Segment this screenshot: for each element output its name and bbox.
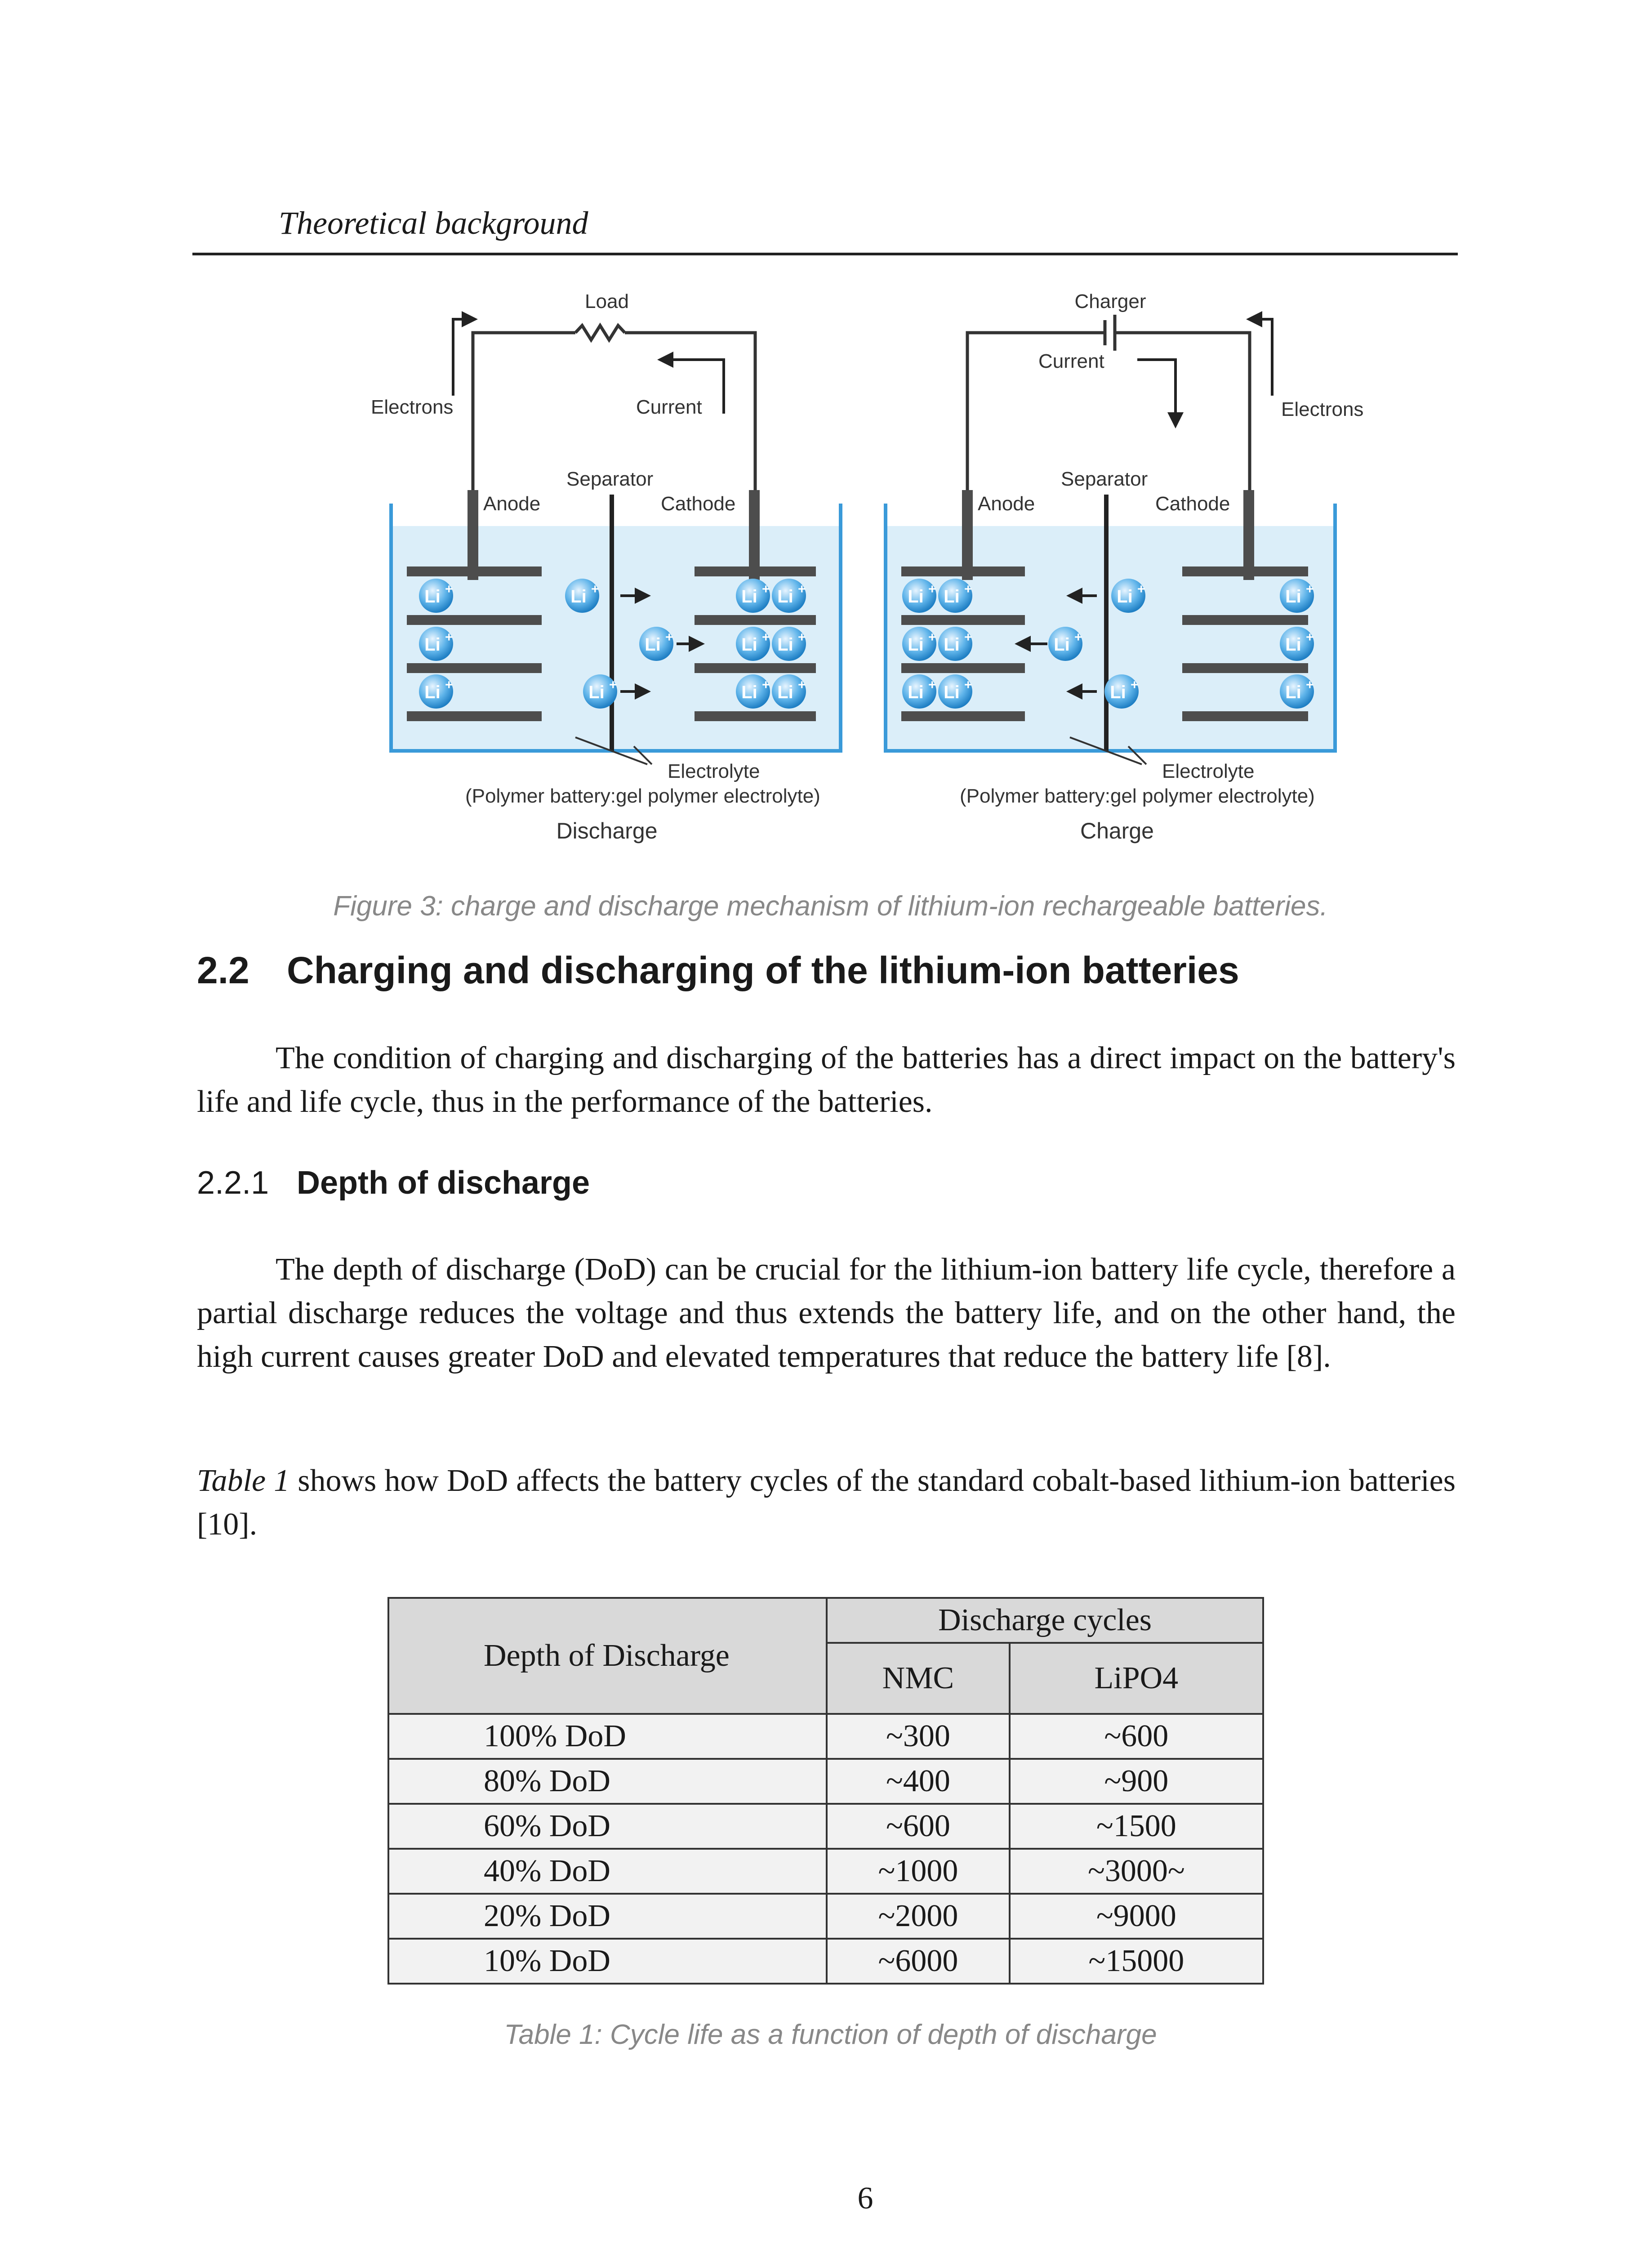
li-ion-icon	[736, 674, 770, 709]
table-cell: 20% DoD	[388, 1894, 827, 1939]
charge-cathode-label: Cathode	[1155, 493, 1230, 515]
li-ion-icon	[1048, 627, 1082, 661]
table-row	[388, 1714, 1263, 1759]
li-ion-icon	[1104, 674, 1139, 709]
svg-text:+: +	[964, 630, 972, 645]
li-ion-icon	[565, 579, 599, 613]
li-ion-icon	[583, 674, 617, 709]
table-row	[388, 1849, 1263, 1894]
page-number: 6	[857, 2181, 873, 2216]
li-ion-icon	[938, 674, 972, 709]
load-resistor-icon	[575, 326, 625, 340]
li-ion-icon	[1280, 627, 1314, 661]
charge-electrolyte-label: Electrolyte	[1162, 760, 1255, 782]
li-ion-icon	[902, 579, 936, 613]
table-cell: 60% DoD	[388, 1804, 827, 1849]
svg-text:Li: Li	[777, 587, 793, 607]
table-reference-link: Table 1	[197, 1463, 290, 1498]
table-row	[388, 1894, 1263, 1939]
discharge-electrons-label: Electrons	[371, 396, 454, 418]
current-arrow-icon	[1137, 360, 1176, 420]
section-heading	[197, 949, 1239, 992]
charge-anode-label: Anode	[978, 493, 1035, 515]
svg-text:Li: Li	[424, 587, 441, 607]
svg-text:Li: Li	[908, 635, 924, 655]
charge-separator	[1104, 495, 1109, 751]
table-header-dod: Depth of Discharge	[388, 1598, 827, 1714]
charge-title: Charge	[1080, 818, 1154, 843]
charger-label: Charger	[1074, 290, 1146, 312]
svg-text:Li: Li	[741, 635, 757, 655]
svg-text:Li: Li	[1054, 635, 1070, 655]
li-ion-icon	[772, 579, 806, 613]
svg-text:Li: Li	[741, 587, 757, 607]
electrons-arrow-icon	[1254, 319, 1272, 396]
table-cell: ~1000	[827, 1849, 1010, 1894]
svg-text:Li: Li	[777, 635, 793, 655]
table-cell: ~9000	[1010, 1894, 1263, 1939]
discharge-separator	[610, 495, 614, 751]
discharge-separator-label: Separator	[566, 468, 654, 490]
li-ion-icon	[419, 627, 453, 661]
table-cell: ~900	[1010, 1759, 1263, 1804]
section-title: Charging and discharging of the lithium-ion batteries	[287, 949, 1239, 991]
table-row	[388, 1759, 1263, 1804]
li-ion-icon	[902, 627, 936, 661]
discharge-title: Discharge	[556, 818, 658, 843]
table-cell: ~2000	[827, 1894, 1010, 1939]
svg-text:+: +	[798, 582, 806, 597]
figure-caption: Figure 3: charge and discharge mechanism of lithium-ion rechargeable batteries.	[333, 891, 1328, 922]
svg-text:Li: Li	[424, 635, 441, 655]
svg-text:Li: Li	[944, 635, 960, 655]
li-ion-icon	[772, 627, 806, 661]
li-ion-icon	[1111, 579, 1145, 613]
svg-text:+: +	[445, 630, 453, 645]
svg-text:Li: Li	[645, 635, 661, 655]
charge-cell	[886, 290, 1363, 843]
discharge-electrolyte-note: (Polymer battery:gel polymer electrolyte)	[465, 785, 820, 807]
svg-text:+: +	[665, 630, 673, 645]
svg-text:Li: Li	[1285, 587, 1301, 607]
svg-text:+: +	[762, 678, 770, 692]
electrons-arrow-icon	[453, 319, 470, 396]
svg-text:+: +	[609, 678, 617, 692]
svg-text:+: +	[798, 630, 806, 645]
section-intro-paragraph: The condition of charging and discharging of the batteries has a direct impact on the battery's life and life cycle, thus in the performance of the batteries.	[197, 1041, 1456, 1119]
table-cell: ~6000	[827, 1939, 1010, 1984]
svg-text:+: +	[1306, 582, 1314, 597]
li-ion-icon	[1280, 579, 1314, 613]
svg-text:+: +	[1306, 678, 1314, 692]
svg-text:Li: Li	[944, 587, 960, 607]
svg-text:+: +	[762, 630, 770, 645]
section-number: 2.2	[197, 949, 249, 991]
svg-text:Li: Li	[741, 682, 757, 702]
table-cell: ~3000~	[1010, 1849, 1263, 1894]
discharge-current-label: Current	[636, 396, 702, 418]
svg-text:+: +	[928, 582, 936, 597]
svg-text:+: +	[591, 582, 599, 597]
discharge-electrolyte-label: Electrolyte	[668, 760, 760, 782]
svg-text:Li: Li	[1110, 682, 1126, 702]
svg-text:+: +	[762, 582, 770, 597]
discharge-cell	[371, 290, 841, 843]
li-ion-icon	[1280, 674, 1314, 709]
charge-electrons-label: Electrons	[1281, 398, 1364, 420]
charge-electrolyte-note: (Polymer battery:gel polymer electrolyte)	[960, 785, 1315, 807]
svg-text:Li: Li	[944, 682, 960, 702]
table-header-discharge-cycles: Discharge cycles	[827, 1598, 1263, 1643]
table-row	[388, 1804, 1263, 1849]
li-ion-icon	[419, 674, 453, 709]
svg-text:Li: Li	[777, 682, 793, 702]
li-ion-icon	[419, 579, 453, 613]
svg-text:+: +	[928, 678, 936, 692]
table-reference-paragraph	[197, 1459, 1456, 1546]
svg-text:+: +	[445, 678, 453, 692]
table-cell: 10% DoD	[388, 1939, 827, 1984]
svg-text:+: +	[445, 582, 453, 597]
li-ion-icon	[736, 627, 770, 661]
running-header: Theoretical background	[279, 205, 588, 241]
svg-text:Li: Li	[908, 682, 924, 702]
li-ion-icon	[736, 579, 770, 613]
table-cell: ~15000	[1010, 1939, 1263, 1984]
svg-text:+: +	[798, 678, 806, 692]
svg-text:+: +	[964, 678, 972, 692]
table-caption: Table 1: Cycle life as a function of depth of discharge	[504, 2019, 1157, 2050]
table-cell: ~400	[827, 1759, 1010, 1804]
svg-text:+: +	[1131, 678, 1139, 692]
subsection-number: 2.2.1	[197, 1165, 269, 1201]
svg-text:+: +	[928, 630, 936, 645]
svg-text:Li: Li	[908, 587, 924, 607]
table-cell: ~300	[827, 1714, 1010, 1759]
table-cell: ~600	[1010, 1714, 1263, 1759]
svg-text:Li: Li	[570, 587, 587, 607]
table-header-nmc: NMC	[827, 1643, 1010, 1714]
table-cell: ~600	[827, 1804, 1010, 1849]
battery-diagram	[355, 279, 1367, 872]
dod-paragraph: The depth of discharge (DoD) can be crucial for the lithium-ion battery life cycle, therefore a partial discharge reduces the voltage and thus extends the battery life, and on the other hand, the high current causes greater DoD and elevated temperatures that reduce the battery life [8].	[197, 1252, 1456, 1374]
table-cell: 80% DoD	[388, 1759, 827, 1804]
li-ion-icon	[772, 674, 806, 709]
table-cell: 100% DoD	[388, 1714, 827, 1759]
header-rule	[192, 253, 1458, 255]
svg-text:Li: Li	[1285, 682, 1301, 702]
svg-text:Li: Li	[1285, 635, 1301, 655]
svg-text:+: +	[1306, 630, 1314, 645]
svg-text:Li: Li	[1117, 587, 1133, 607]
discharge-anode-label: Anode	[483, 493, 541, 515]
li-ion-icon	[938, 627, 972, 661]
load-label: Load	[585, 290, 629, 312]
li-ion-icon	[639, 627, 673, 661]
dod-table	[387, 1597, 1264, 1985]
svg-text:Li: Li	[588, 682, 605, 702]
table-reference-text: shows how DoD affects the battery cycles of the standard cobalt-based lithium-ion batteries [10].	[197, 1463, 1456, 1542]
li-ion-icon	[902, 674, 936, 709]
svg-text:+: +	[1074, 630, 1082, 645]
li-ion-icon	[938, 579, 972, 613]
subsection-title: Depth of discharge	[297, 1165, 590, 1201]
discharge-cathode-label: Cathode	[661, 493, 736, 515]
subsection-heading	[197, 1164, 590, 1201]
charge-current-label: Current	[1038, 350, 1104, 372]
table-row	[388, 1939, 1263, 1984]
charge-separator-label: Separator	[1061, 468, 1148, 490]
svg-text:+: +	[1137, 582, 1145, 597]
svg-text:+: +	[964, 582, 972, 597]
table-cell: ~1500	[1010, 1804, 1263, 1849]
table-cell: 40% DoD	[388, 1849, 827, 1894]
table-header-lipo4: LiPO4	[1010, 1643, 1263, 1714]
svg-text:Li: Li	[424, 682, 441, 702]
